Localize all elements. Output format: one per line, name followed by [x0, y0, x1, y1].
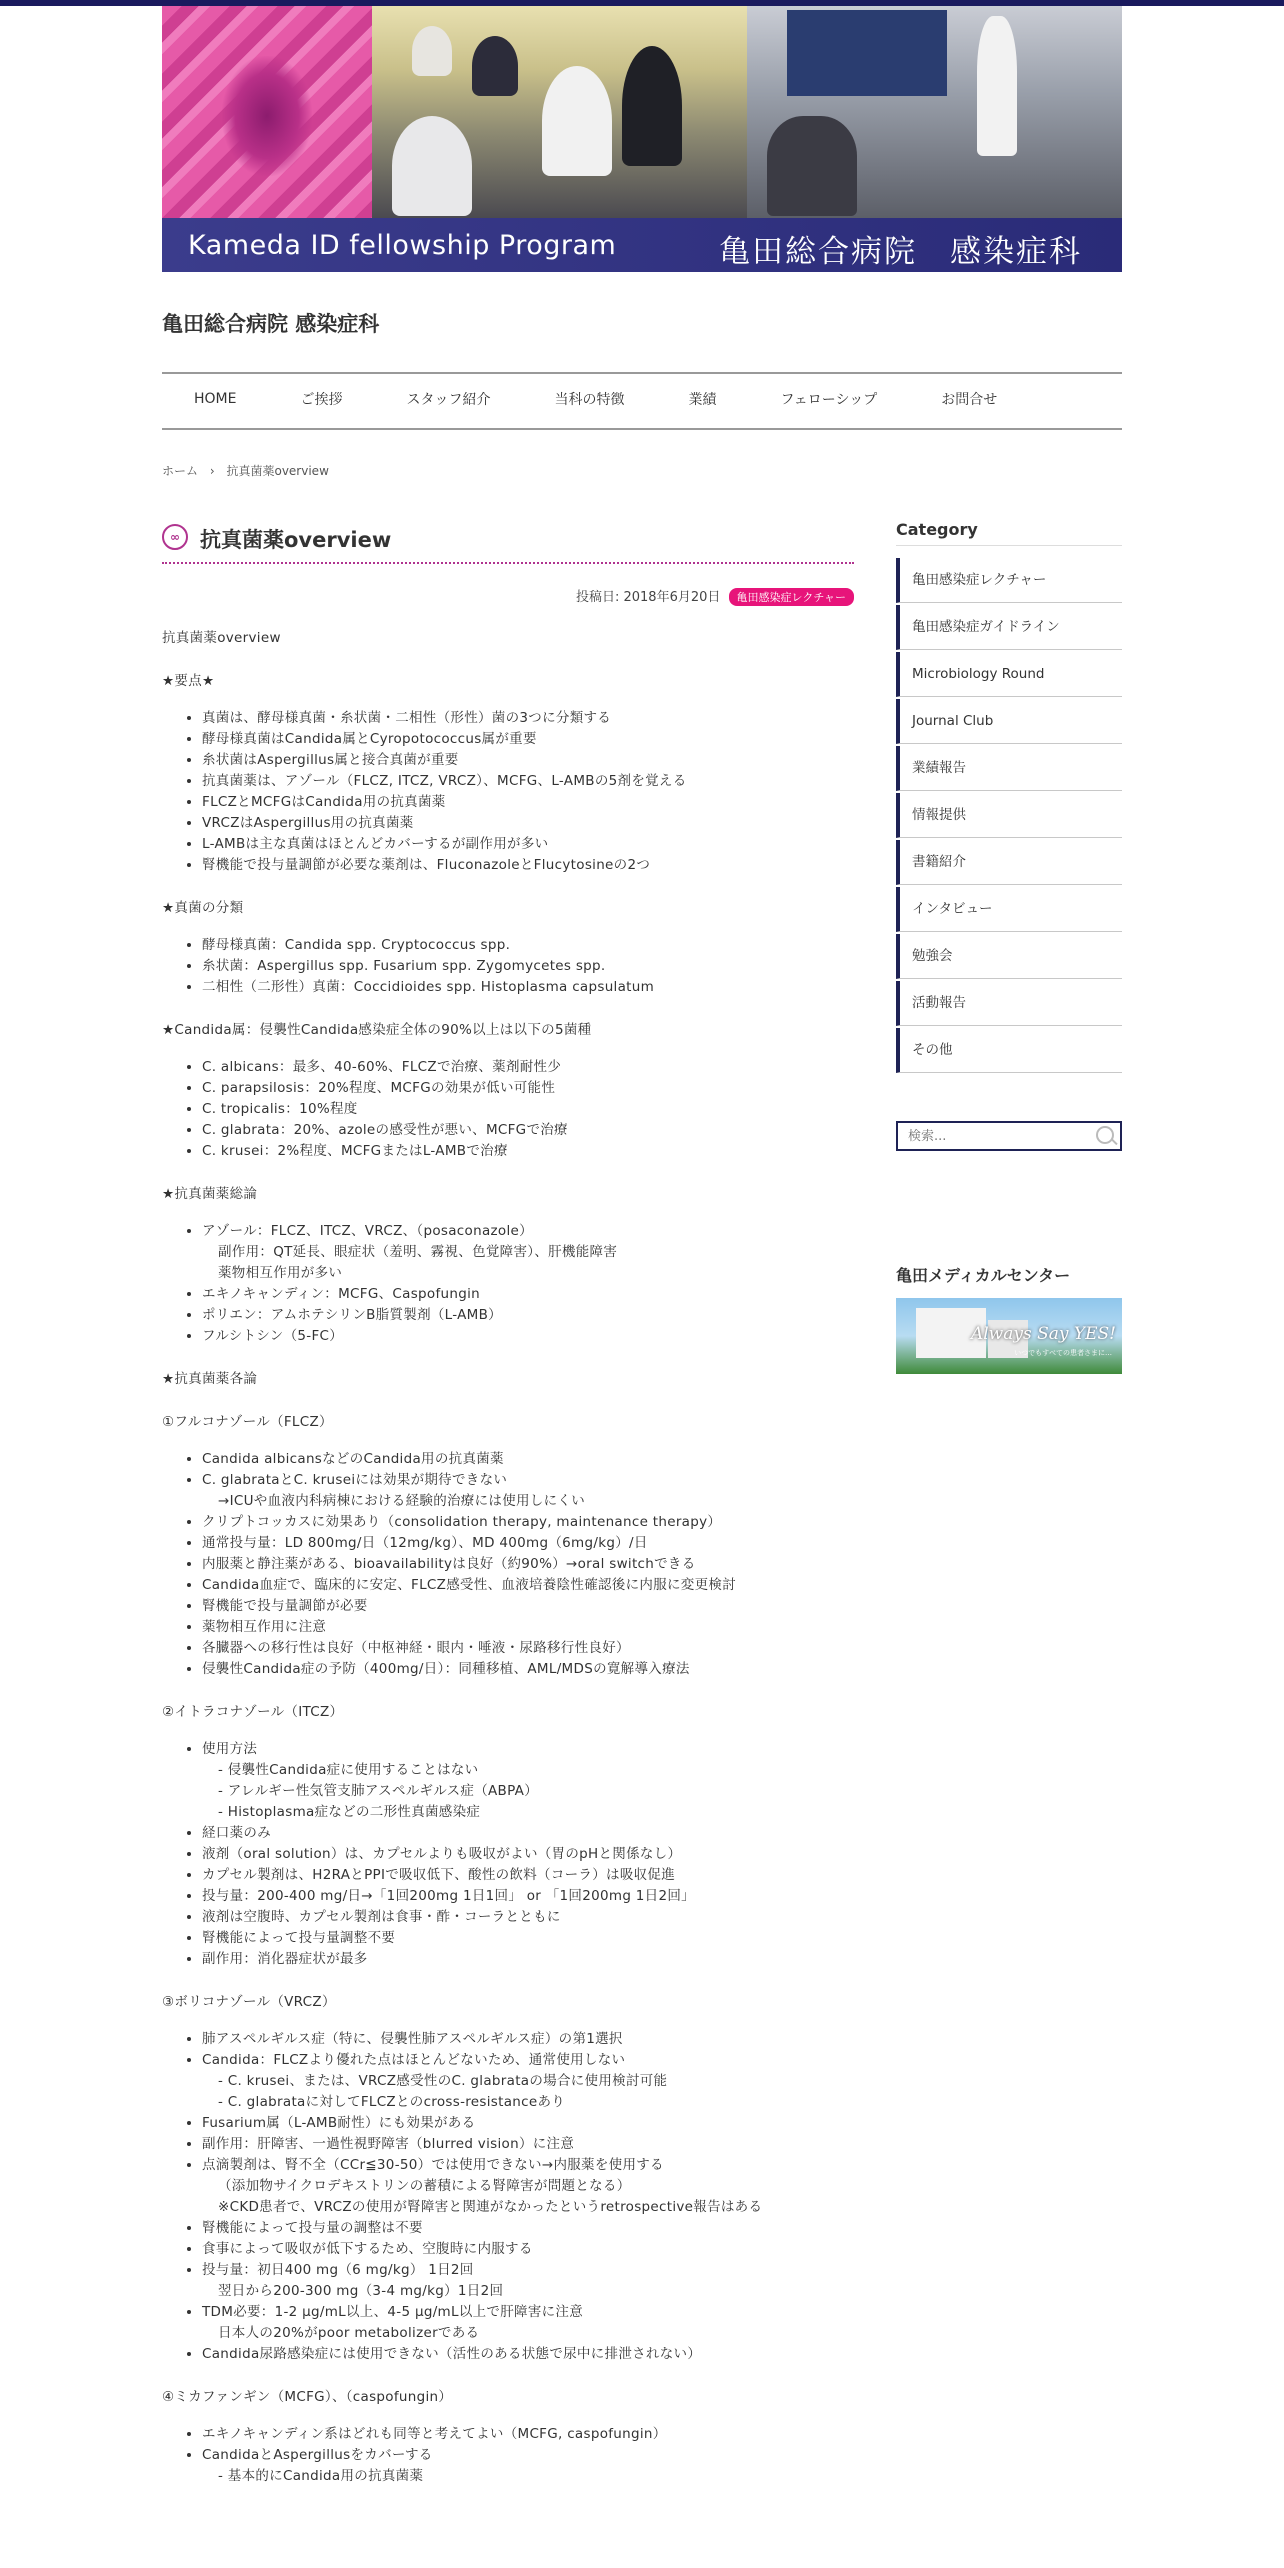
banner-title-jp: 亀田総合病院 感染症科 [719, 234, 1082, 270]
breadcrumb-home[interactable]: ホーム [162, 464, 199, 478]
category-item[interactable]: 活動報告 [896, 981, 1122, 1026]
pill-icon: ∞ [162, 524, 188, 550]
nav-contact[interactable]: お問合せ [941, 392, 998, 408]
list-item: • アゾール：FLCZ、ITCZ、VRCZ、（posaconazole） 副作用：QT延長、眼症状（羞明、霧視、色覚障害）、肝機能障害 薬物相互作用が多い [202, 1221, 854, 1284]
search-icon[interactable] [1096, 1126, 1114, 1144]
category-item[interactable]: 業績報告 [896, 746, 1122, 791]
kmc-widget-title: 亀田メディカルセンター [896, 1266, 1071, 1285]
post-body [162, 628, 854, 2487]
paragraph: ③ボリコナゾール（VRCZ） [162, 1994, 336, 2010]
list-item: • 液剤は空腹時、カプセル製剤は食事・酢・コーラとともに [202, 1907, 854, 1928]
main-content [162, 520, 854, 2487]
bullet-list [162, 1449, 854, 1680]
list-item: • エキノキャンディン系はどれも同等と考えてよい（MCFG, caspofungin） [202, 2424, 854, 2445]
nav-greeting[interactable]: ご挨拶 [300, 392, 343, 408]
bullet-list [162, 1057, 854, 1162]
banner-photo-microscopy [162, 6, 372, 218]
breadcrumb-current: 抗真菌薬overview [226, 464, 329, 478]
list-item: • 点滴製剤は、腎不全（CCr≦30-50）では使用できない→内服薬を使用する （添加物サイクロデキストリンの蓄積による腎障害が問題となる） ※CKD患者で、VRCZの使用が腎障害と関連がなかったというretrospective報告はある [202, 2155, 854, 2218]
paragraph: 抗真菌薬overview [162, 630, 281, 646]
list-item: • C. krusei：2%程度、MCFGまたはL-AMBで治療 [202, 1141, 854, 1162]
search-input[interactable] [906, 1128, 1090, 1145]
bullet-list [162, 708, 854, 876]
sidebar [896, 520, 1122, 1374]
list-item: • 糸状菌：Aspergillus spp. Fusarium spp. Zygomycetes spp. [202, 956, 854, 977]
list-item: • C. parapsilosis：20%程度、MCFGの効果が低い可能性 [202, 1078, 854, 1099]
list-item: • 各臓器への移行性は良好（中枢神経・眼内・唾液・尿路移行性良好） [202, 1638, 854, 1659]
list-item: • 糸状菌はAspergillus属と接合真菌が重要 [202, 750, 854, 771]
paragraph: ★Candida属：侵襲性Candida感染症全体の90%以上は以下の5菌種 [162, 1022, 592, 1038]
sidebar-category-title: Category [896, 520, 1122, 546]
list-item: • 食事によって吸収が低下するため、空腹時に内服する [202, 2239, 854, 2260]
list-item: • C. albicans：最多、40-60%、FLCZで治療、薬剤耐性少 [202, 1057, 854, 1078]
list-item: • フルシトシン（5-FC） [202, 1326, 854, 1347]
nav-home[interactable]: HOME [194, 391, 237, 407]
paragraph: ①フルコナゾール（FLCZ） [162, 1414, 333, 1430]
list-item: • 侵襲性Candida症の予防（400mg/日）：同種移植、AML/MDSの寛解導入療法 [202, 1659, 854, 1680]
paragraph: ④ミカファンギン（MCFG）、（caspofungin） [162, 2389, 453, 2405]
category-item[interactable]: 亀田感染症ガイドライン [896, 605, 1122, 650]
category-list [896, 558, 1122, 1073]
banner-photo-lecture [747, 6, 1122, 218]
post-date: 投稿日: 2018年6月20日 [575, 590, 721, 605]
list-item: • 投与量：初日400 mg（6 mg/kg） 1日2回 翌日から200-300 mg（3-4 mg/kg）1日2回 [202, 2260, 854, 2302]
breadcrumb-separator: › [209, 464, 215, 478]
list-item: • 経口薬のみ [202, 1823, 854, 1844]
category-item[interactable]: Microbiology Round [896, 652, 1122, 697]
category-item[interactable]: 勉強会 [896, 934, 1122, 979]
list-item: • Candida尿路感染症には使用できない（活性のある状態で尿中に排泄されない） [202, 2344, 854, 2365]
list-item: • カプセル製剤は、H2RAとPPIで吸収低下、酸性の飲料（コーラ）は吸収促進 [202, 1865, 854, 1886]
breadcrumb [162, 462, 1122, 479]
nav-features[interactable]: 当科の特徴 [554, 392, 625, 408]
nav-staff[interactable]: スタッフ紹介 [406, 392, 491, 408]
site-title[interactable]: 亀田総合病院 感染症科 [162, 312, 380, 336]
list-item: • Candida血症で、臨床的に安定、FLCZ感受性、血液培養陰性確認後に内服に変更検討 [202, 1575, 854, 1596]
banner-title-en: Kameda ID fellowship Program [188, 230, 617, 261]
bullet-list [162, 2029, 854, 2365]
post-title-row [162, 520, 854, 564]
post-category-badge[interactable]: 亀田感染症レクチャー [729, 588, 854, 606]
category-item[interactable]: Journal Club [896, 699, 1122, 744]
search-box [896, 1121, 1122, 1151]
list-item: • 使用方法 - 侵襲性Candida症に使用することはない - アレルギー性気管支肺アスペルギルス症（ABPA） - Histoplasma症などの二形性真菌感染症 [202, 1739, 854, 1823]
list-item: • 酵母様真菌はCandida属とCyropotococcus属が重要 [202, 729, 854, 750]
list-item: • 真菌は、酵母様真菌・糸状菌・二相性（形性）菌の3つに分類する [202, 708, 854, 729]
list-item: • 腎機能で投与量調節が必要 [202, 1596, 854, 1617]
category-item[interactable]: 情報提供 [896, 793, 1122, 838]
list-item: • エキノキャンディン：MCFG、Caspofungin [202, 1284, 854, 1305]
list-item: • 副作用：消化器症状が最多 [202, 1949, 854, 1970]
nav-fellowship[interactable]: フェローシップ [780, 392, 878, 408]
category-item[interactable]: その他 [896, 1028, 1122, 1073]
list-item: • L-AMBは主な真菌はほとんどカバーするが副作用が多い [202, 834, 854, 855]
paragraph: ★抗真菌薬総論 [162, 1186, 258, 1202]
post-meta [162, 586, 854, 606]
post-title: 抗真菌薬overview [200, 528, 392, 552]
list-item: • FLCZとMCFGはCandida用の抗真菌薬 [202, 792, 854, 813]
kmc-banner-slogan: Always Say YES! [970, 1324, 1116, 1344]
paragraph: ★要点★ [162, 673, 215, 689]
banner-photo-conference [372, 6, 747, 218]
header-banner[interactable] [162, 6, 1122, 272]
bullet-list [162, 935, 854, 998]
list-item: • 酵母様真菌：Candida spp. Cryptococcus spp. [202, 935, 854, 956]
list-item: • 副作用：肝障害、一過性視野障害（blurred vision）に注意 [202, 2134, 854, 2155]
list-item: • C. glabrata：20%、azoleの感受性が悪い、MCFGで治療 [202, 1120, 854, 1141]
list-item: • ポリエン：アムホテシリンB脂質製剤（L-AMB） [202, 1305, 854, 1326]
list-item: • C. tropicalis：10%程度 [202, 1099, 854, 1120]
list-item: • Candida：FLCZより優れた点はほとんどないため、通常使用しない - C. krusei、または、VRCZ感受性のC. glabrataの場合に使用検討可能 - C. glabrataに対してFLCZとのcross-resistanceあり [202, 2050, 854, 2113]
list-item: • 肺アスペルギルス症（特に、侵襲性肺アスペルギルス症）の第1選択 [202, 2029, 854, 2050]
list-item: • 投与量：200-400 mg/日→「1回200mg 1日1回」 or 「1回200mg 1日2回」 [202, 1886, 854, 1907]
list-item: • Fusarium属（L-AMB耐性）にも効果がある [202, 2113, 854, 2134]
category-item[interactable]: 亀田感染症レクチャー [896, 558, 1122, 603]
bullet-list [162, 2424, 854, 2487]
list-item: • VRCZはAspergillus用の抗真菌薬 [202, 813, 854, 834]
category-item[interactable]: インタビュー [896, 887, 1122, 932]
list-item: • 腎機能で投与量調節が必要な薬剤は、FluconazoleとFlucytosineの2つ [202, 855, 854, 876]
bullet-list [162, 1739, 854, 1970]
banner-title-bar [162, 218, 1122, 272]
list-item: • 腎機能によって投与量調整不要 [202, 1928, 854, 1949]
list-item: • 抗真菌薬は、アゾール（FLCZ, ITCZ, VRCZ）、MCFG、L-AMBの5剤を覚える [202, 771, 854, 792]
list-item: • 通常投与量：LD 800mg/日（12mg/kg）、MD 400mg（6mg/kg）/日 [202, 1533, 854, 1554]
nav-achievements[interactable]: 業績 [688, 392, 717, 408]
list-item: • 内服薬と静注薬がある、bioavailabilityは良好（約90%）→oral switchできる [202, 1554, 854, 1575]
bullet-list [162, 1221, 854, 1347]
list-item: • 液剤（oral solution）は、カプセルよりも吸収がよい（胃のpHと関係なし） [202, 1844, 854, 1865]
list-item: • 二相性（二形性）真菌：Coccidioides spp. Histoplasma capsulatum [202, 977, 854, 998]
list-item: • 薬物相互作用に注意 [202, 1617, 854, 1638]
global-nav [162, 372, 1122, 430]
category-item[interactable]: 書籍紹介 [896, 840, 1122, 885]
kmc-banner-image[interactable] [896, 1298, 1122, 1374]
list-item: • クリプトコッカスに効果あり（consolidation therapy, maintenance therapy） [202, 1512, 854, 1533]
paragraph: ★真菌の分類 [162, 900, 244, 916]
list-item: • Candida albicansなどのCandida用の抗真菌薬 [202, 1449, 854, 1470]
list-item: • 腎機能によって投与量の調整は不要 [202, 2218, 854, 2239]
kmc-banner-subtext: いつでもすべての患者さまに… [1014, 1349, 1112, 1357]
list-item: • CandidaとAspergillusをカバーする - 基本的にCandida用の抗真菌薬 [202, 2445, 854, 2487]
list-item: • TDM必要：1-2 μg/mL以上、4-5 μg/mL以上で肝障害に注意 日本人の20%がpoor metabolizerである [202, 2302, 854, 2344]
paragraph: ②イトラコナゾール（ITCZ） [162, 1704, 344, 1720]
paragraph: ★抗真菌薬各論 [162, 1371, 258, 1387]
list-item: • C. glabrataとC. kruseiには効果が期待できない →ICUや血液内科病棟における経験的治療には使用しにくい [202, 1470, 854, 1512]
